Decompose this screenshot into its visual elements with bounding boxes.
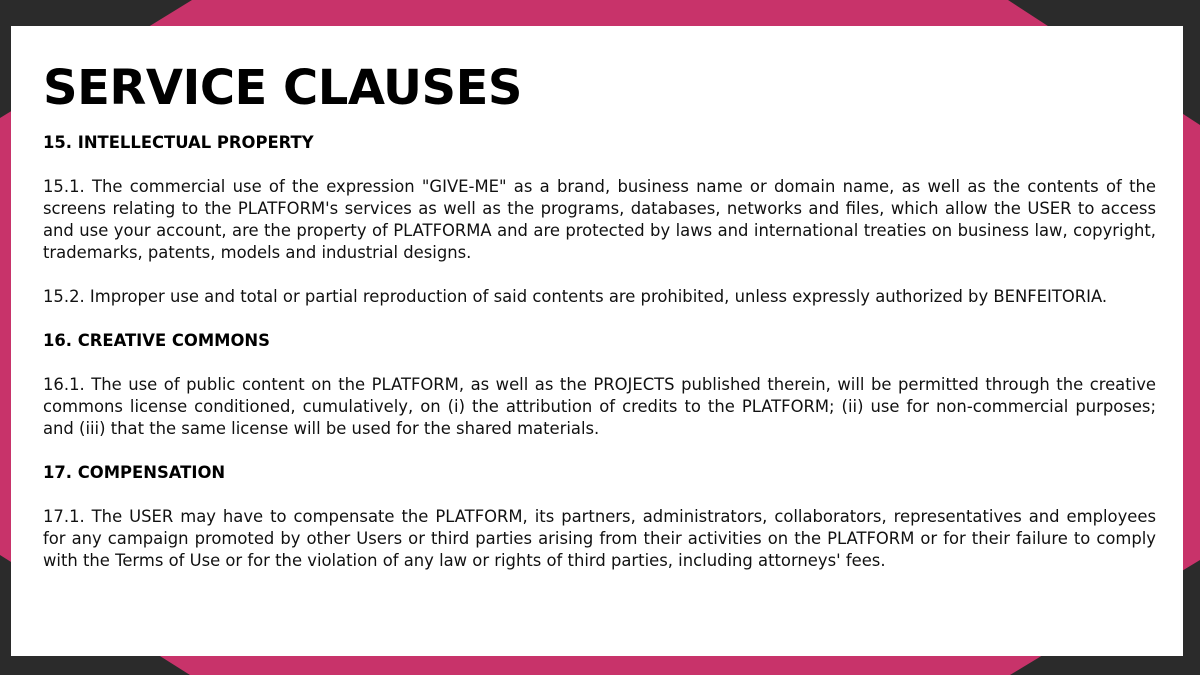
clauses-content [43, 132, 1156, 572]
section-heading: 17. COMPENSATION [43, 463, 226, 482]
content-card [11, 26, 1183, 656]
section-compensation [43, 462, 1156, 572]
section-heading: 16. CREATIVE COMMONS [43, 331, 270, 350]
section-creative-commons [43, 330, 1156, 440]
clause-paragraph: 16.1. The use of public content on the PLATFORM, as well as the PROJECTS published therein, will be permitted through the creative commons license conditioned, cumulatively, on (i) the attribution of credits to the PLATFORM; (ii) use for non-commercial purposes; and (iii) that the same license will be used for the shared materials. [43, 375, 1156, 438]
section-heading: 15. INTELLECTUAL PROPERTY [43, 133, 314, 152]
section-intellectual-property [43, 132, 1156, 308]
clause-paragraph: 15.2. Improper use and total or partial reproduction of said contents are prohibited, unless expressly authorized by BENFEITORIA. [43, 287, 1108, 306]
clause-paragraph: 17.1. The USER may have to compensate the PLATFORM, its partners, administrators, collaborators, representatives and employees for any campaign promoted by other Users or third parties arising from their activities on the PLATFORM or for their failure to comply with the Terms of Use or for the violation of any law or rights of third parties, including attorneys' fees. [43, 507, 1156, 570]
clause-paragraph: 15.1. The commercial use of the expression "GIVE-ME" as a brand, business name or domain name, as well as the contents of the screens relating to the PLATFORM's services as well as the programs, databases, networks and files, which allow the USER to access and use your account, are the property of PLATFORMA and are protected by laws and international treaties on business law, copyright, trademarks, patents, models and industrial designs. [43, 177, 1156, 262]
slide-title: SERVICE CLAUSES [43, 60, 522, 116]
